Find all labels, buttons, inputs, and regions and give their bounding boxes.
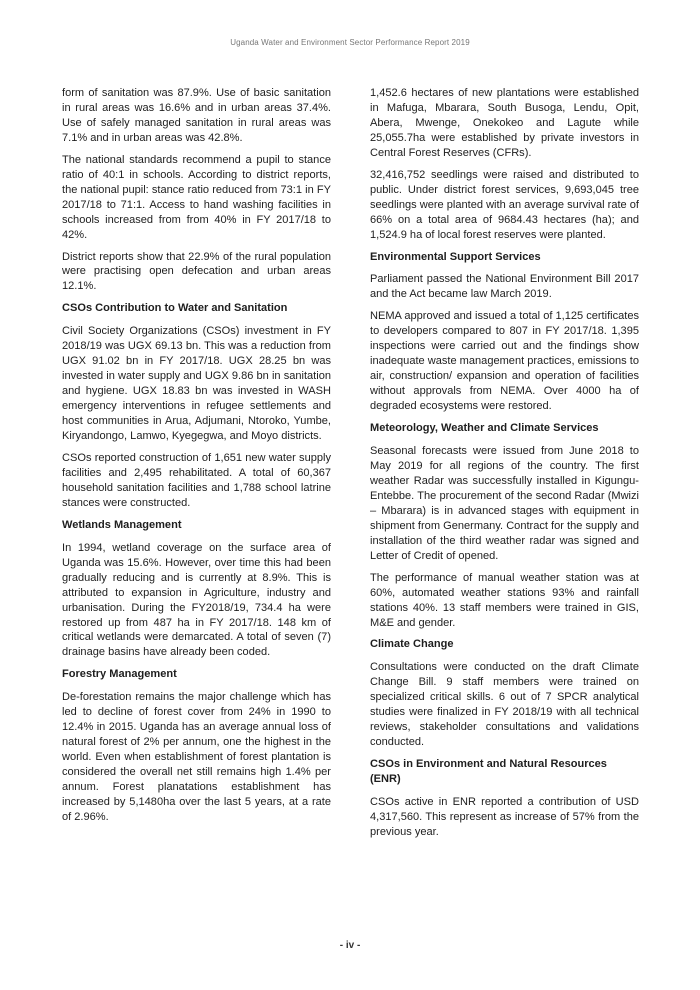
paragraph-cso-enr-contribution: CSOs active in ENR reported a contribution of USD 4,317,560. This represent as increase of 57% from the previous year. [370,796,639,838]
paragraph-environment-bill: Parliament passed the National Environment Bill 2017 and the Act became law March 2019. [370,273,639,301]
paragraph-seasonal-forecasts: Seasonal forecasts were issued from June 2018 to May 2019 for all regions of the country. The first weather Radar was successfully installed in Kigungu-Entebbe. The procurement of the second Radar (Mwizi – Mbarara) is in advanced stages with equipment in shipment from Genermany. Contract for the supply and installation of the third weather radar was signed and Letter of Credit of opened. [370,445,639,562]
heading-wetlands-management: Wetlands Management [62,518,182,531]
heading-climate-change: Climate Change [370,638,454,651]
paragraph-open-defecation: District reports show that 22.9% of the rural population were practising open defecation and urban areas 12.1%. [62,250,331,293]
paragraph-seedlings: 32,416,752 seedlings were raised and distributed to public. Under district forest services, 9,693,045 tree seedlings were planted with an average survival rate of 66% on a total area of 9684.43 hectares (ha); and 1,524.9 ha of local forest reserves were planted. [370,168,639,241]
running-header: Uganda Water and Environment Sector Performance Report 2019 [230,38,470,47]
heading-meteorology: Meteorology, Weather and Climate Services [370,422,599,435]
heading-forestry-management: Forestry Management [62,668,177,681]
paragraph-nema-certificates: NEMA approved and issued a total of 1,125 certificates to developers compared to 807 in FY 2017/18. 1,395 inspections were carried out and the findings show inadequate waste management practices, emissions to air, construction/ expansion and operation of facilities without approvals from NEMA. Over 4000 ha of degraded ecosystems were restored. [370,310,639,413]
left-column [62,86,331,832]
paragraph-climate-bill: Consultations were conducted on the draft Climate Change Bill. 9 staff members were trained on specialized critical skills. 6 out of 7 SPCR analytical studies were finalized in FY 2018/19 with all technical reviews, stakeholder consultations and validations conducted. [370,661,639,749]
heading-csos-water-sanitation: CSOs Contribution to Water and Sanitation [62,302,288,315]
right-column [370,86,639,847]
heading-environmental-support-services: Environmental Support Services [370,250,541,263]
paragraph-sanitation-use: form of sanitation was 87.9%. Use of basic sanitation in rural areas was 16.6% and in urban areas 37.4%. Use of safely managed sanitation in rural areas was 7.1% and in urban areas was 42.8%. [62,87,331,144]
paragraph-cso-investment: Civil Society Organizations (CSOs) investment in FY 2018/19 was UGX 69.13 bn. This was a reduction from UGX 91.02 bn in FY 2017/18. UGX 28.25 bn was invested in water supply and UGX 9.86 bn in sanitation and hygiene. UGX 18.83 bn was invested in WASH emergency interventions in refugee settlements and host communities in Arua, Adjumani, Ntoroko, Yumbe, Kiryandongo, Lamwo, Kyegegwa, and Moyo districts. [62,325,331,443]
paragraph-new-plantations: 1,452.6 hectares of new plantations were established in Mafuga, Mbarara, South Busoga, Lendu, Opit, Abera, Mwenge, Onekokeo and Lagute while 25,055.7ha were established by private investors in Central Forest Reserves (CFRs). [370,87,639,159]
page-number: - iv - [339,940,361,951]
paragraph-deforestation: De-forestation remains the major challenge which has led to decline of forest cover from 24% in 1990 to 12.4% in 2015. Uganda has an average annual loss of natural forest of 2% per annum, one the highest in the world. Even when establishment of forest plantation is considered the overall net still remains high 1.4% per annum. Forest planatations establishment has increased by 5,1480ha over the last 5 years, at a rate of 2.96%. [62,691,331,823]
paragraph-pupil-stance-ratio: The national standards recommend a pupil to stance ratio of 40:1 in schools. According to district reports, the national pupil: stance ratio reduced from 73:1 in FY 2017/18 to 71:1. Access to hand washing facilities in schools increased from from 40% in FY 2017/18 to 42%. [62,153,331,241]
paragraph-cso-construction: CSOs reported construction of 1,651 new water supply facilities and 2,495 rehabilitated. A total of 60,367 household sanitation facilities and 1,788 school latrine stances were constructed. [62,451,331,509]
heading-csos-enr: CSOs in Environment and Natural Resources (ENR) [370,758,607,786]
paragraph-weather-stations: The performance of manual weather station was at 60%, automated weather stations 93% and rainfall stations 40%. 13 staff members were trained in GIS, M&E and gender. [370,571,639,629]
paragraph-wetland-coverage: In 1994, wetland coverage on the surface area of Uganda was 15.6%. However, over time this had been gradually reducing and is currently at 8.9%. This is attributed to expansion in Agriculture, industry and urbanisation. During the FY2018/19, 734.4 ha were restored up from 487 ha in FY 2017/18. 148 km of critical wetlands were demarcated. A total of seven (7) drainage basins have already been coded. [62,541,331,659]
